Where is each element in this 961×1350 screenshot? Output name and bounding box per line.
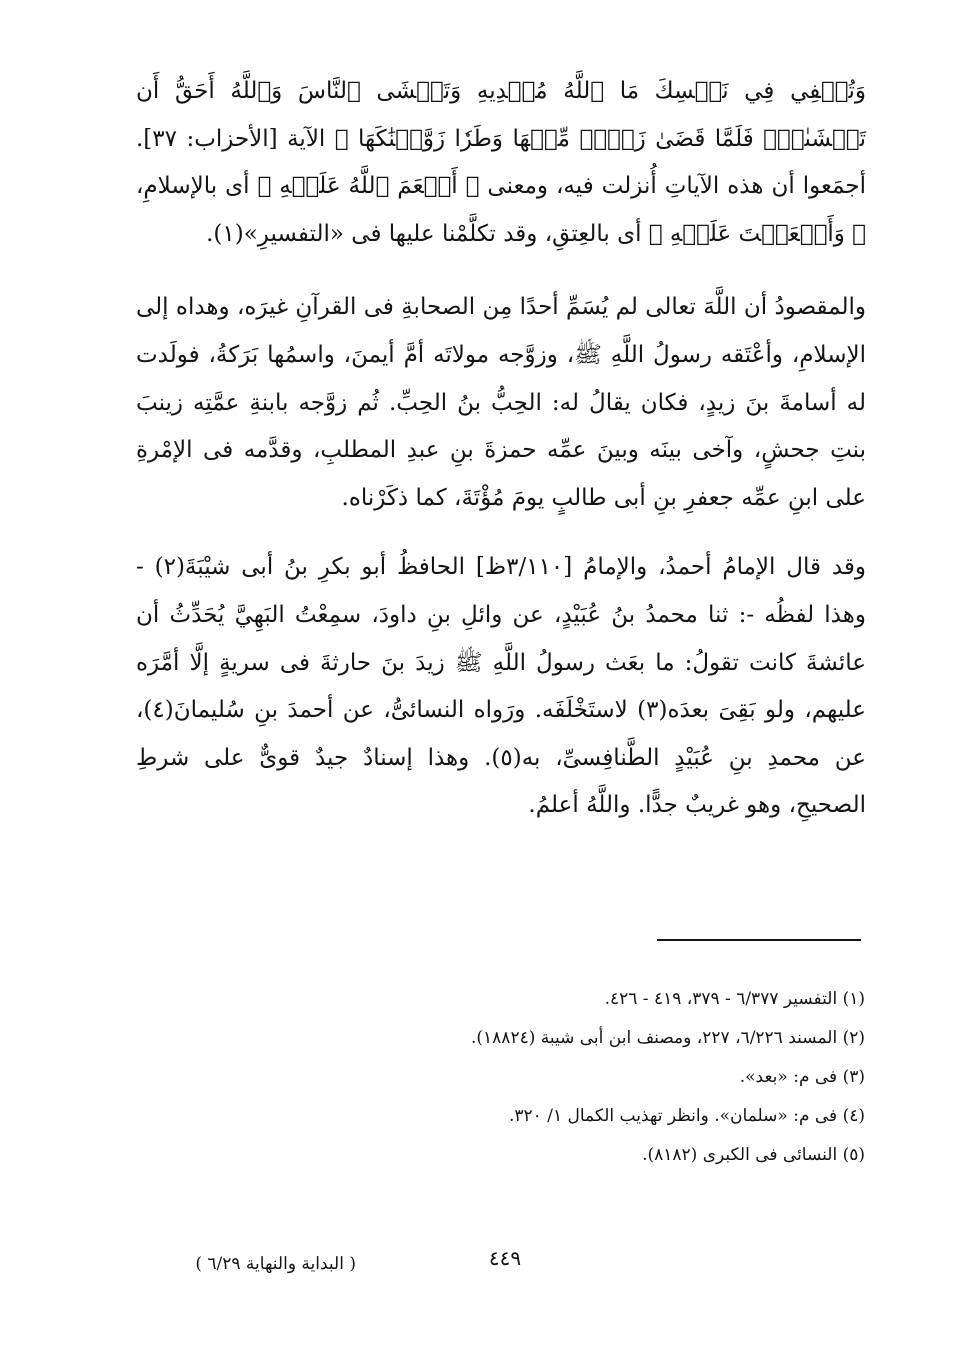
- paragraph-2: والمقصودُ أن اللَّهَ تعالى لم يُسَمِّ أحدًا مِن الصحابةِ فى القرآنِ غيرَه، وهداه إلى الإسلامِ، وأعْتَقه رسولُ اللَّهِ ﷺ، وزوَّجه مولاتَه أمَّ أيمنَ، واسمُها بَرَكةُ، فولَدت له أسامةَ بنَ زيدٍ، فكان يقالُ له: الحِبُّ بنُ الحِبِّ. ثُم زوَّجه بابنةِ عمَّتِه زينبَ بنتِ جحشٍ، وآخى بينَه وبينَ عمِّه حمزةَ بنِ عبدِ المطلبِ، وقدَّمه فى الإمْرةِ على ابنِ عمِّه جعفرِ بنِ أبى طالبٍ يومَ مُؤْتَةَ، كما ذكَرْناه.: [136, 294, 866, 511]
- footnote-5: (٥) النسائى فى الكبرى (٨١٨٢).: [642, 1145, 865, 1165]
- footnote-4: (٤) فى م: «سلمان». وانظر تهذيب الكمال ١/ ٣٢٠.: [508, 1106, 865, 1126]
- footnote-2: (٢) المسند ٦/٢٢٦، ٢٢٧، ومصنف ابن أبى شيبة (١٨٨٢٤).: [471, 1028, 865, 1048]
- footnote-separator: [657, 939, 861, 941]
- page-number: ٤٤٩: [488, 1246, 522, 1270]
- running-title: ( البداية والنهاية ٦/٢٩ ): [195, 1254, 356, 1274]
- footnote-3: (٣) فى م: «بعد».: [739, 1067, 865, 1087]
- paragraph-3: وقد قال الإمامُ أحمدُ، والإمامُ [٣/١١٠ظ] الحافظُ أبو بكرِ بنُ أبى شيْبَةَ(٢) - وهذا لفظُه -: ثنا محمدُ بنُ عُبَيْدٍ، عن وائلِ بنِ داودَ، سمِعْتُ البَهِيَّ يُحَدِّثُ أن عائشةَ كانت تقولُ: ما بعَث رسولُ اللَّهِ ﷺ زيدَ بنَ حارثةَ فى سريةٍ إلَّا أمَّرَه عليهم، ولو بَقِىَ بعدَه(٣) لاستَخْلَفَه. ورَواه النسائىُّ، عن أحمدَ بنِ سُليمانَ(٤)، عن محمدِ بنِ عُبَيْدٍ الطَّنافِسىِّ، به(٥). وهذا إسنادٌ جيدٌ قوىٌّ على شرطِ الصحيحِ، وهو غريبٌ جدًّا. واللَّهُ أعلمُ.: [136, 554, 866, 819]
- paragraph-1: وَتُخۡفِي فِي نَفۡسِكَ مَا ٱللَّهُ مُبۡدِيهِ وَتَخۡشَى ٱلنَّاسَ وَٱللَّهُ أَحَقُّ أَن تَخۡشَىٰهُۖ فَلَمَّا قَضَىٰ زَيۡدٞ مِّنۡهَا وَطَرٗا زَوَّجۡنَٰكَهَا ﴾ الآية [الأحزاب: ٣٧]. أجمَعوا أن هذه الآياتِ أُنزلت فيه، ومعنى ﴿ أَنۡعَمَ ٱللَّهُ عَلَيۡهِ ﴾ أى بالإسلامِ، ﴿ وَأَنۡعَمۡتَ عَلَيۡهِ ﴾ أى بالعِتقِ، وقد تكلَّمْنا عليها فى «التفسيرِ»(١).: [136, 78, 866, 247]
- main-text: [136, 68, 866, 830]
- footnote-1: (١) التفسير ٦/٣٧٧ - ٣٧٩، ٤١٩ - ٤٢٦.: [604, 989, 865, 1009]
- footnotes: [165, 980, 865, 1175]
